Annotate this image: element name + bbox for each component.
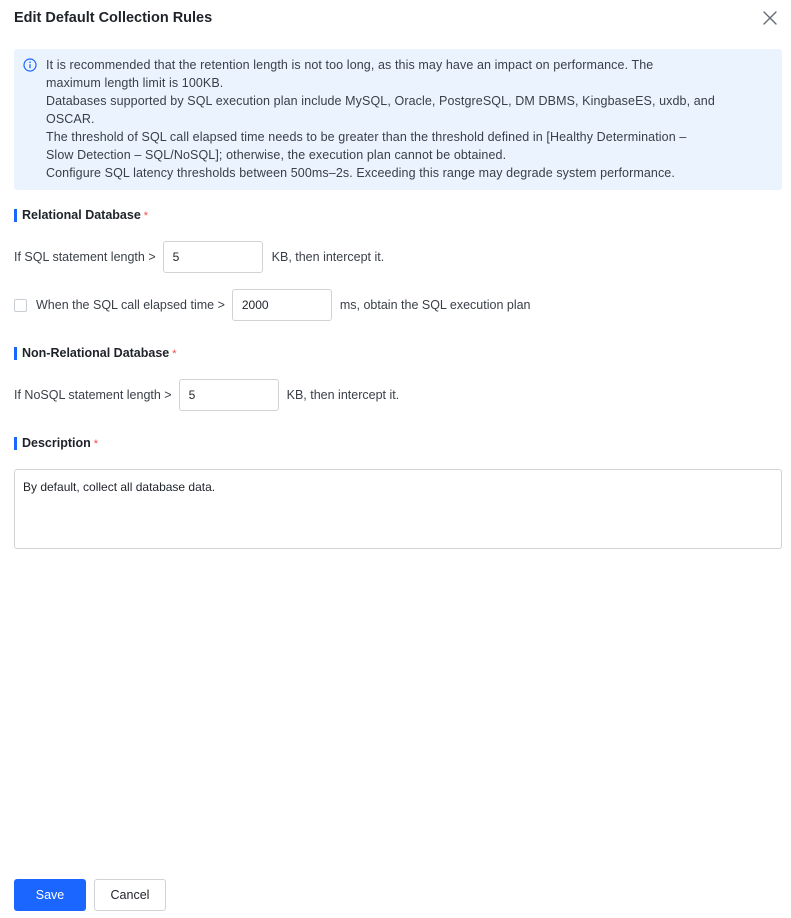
relational-section-title: [14, 209, 148, 222]
cancel-button[interactable]: Cancel: [94, 879, 166, 911]
sql-length-prefix: If SQL statement length >: [14, 250, 156, 264]
dialog-title: Edit Default Collection Rules: [14, 10, 213, 26]
nosql-length-input[interactable]: 5: [179, 379, 279, 411]
alert-line: maximum length limit is 100KB.: [46, 76, 224, 90]
nosql-length-row: [14, 379, 399, 411]
description-textarea[interactable]: By default, collect all database data.: [14, 469, 782, 549]
description-title-text: Description: [22, 436, 91, 450]
alert-line: Databases supported by SQL execution plan include MySQL, Oracle, PostgreSQL, DM DBMS, KingbaseES, uxdb, and: [46, 94, 715, 108]
sql-elapsed-suffix: ms, obtain the SQL execution plan: [339, 298, 531, 312]
close-button[interactable]: [760, 8, 780, 28]
nosql-length-prefix: If NoSQL statement length >: [14, 388, 172, 402]
sql-elapsed-prefix: When the SQL call elapsed time >: [36, 298, 225, 312]
alert-line: Configure SQL latency thresholds between 500ms–2s. Exceeding this range may degrade system performance.: [46, 166, 675, 180]
nonrelational-title-text: Non-Relational Database: [22, 346, 170, 360]
sql-length-suffix: KB, then intercept it.: [271, 250, 385, 264]
alert-line: OSCAR.: [46, 112, 95, 126]
required-marker: *: [93, 438, 99, 450]
sql-length-input[interactable]: 5: [163, 241, 263, 273]
alert-line: It is recommended that the retention length is not too long, as this may have an impact on performance. The: [46, 58, 654, 72]
sql-length-row: [14, 241, 384, 273]
nonrelational-section-title: [14, 347, 177, 360]
nosql-length-suffix: KB, then intercept it.: [286, 388, 400, 402]
sql-elapsed-row: [14, 289, 531, 321]
info-icon: [23, 58, 37, 72]
relational-title-text: Relational Database: [22, 208, 141, 222]
info-alert: [14, 49, 782, 190]
alert-line: Slow Detection – SQL/NoSQL]; otherwise, the execution plan cannot be obtained.: [46, 148, 507, 162]
alert-line: The threshold of SQL call elapsed time needs to be greater than the threshold defined in [Healthy Determination –: [46, 130, 687, 144]
required-marker: *: [143, 210, 149, 222]
description-section-title: [14, 437, 98, 450]
save-button[interactable]: Save: [14, 879, 86, 911]
required-marker: *: [172, 348, 177, 360]
sql-elapsed-input[interactable]: 2000: [232, 289, 332, 321]
close-icon: [760, 8, 780, 28]
sql-elapsed-checkbox[interactable]: [14, 299, 27, 312]
